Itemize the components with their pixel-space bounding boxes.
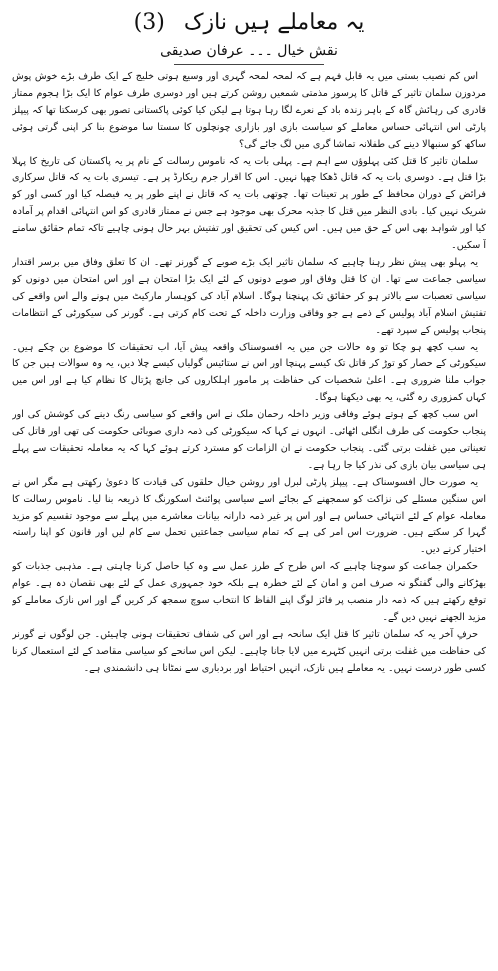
- article-paragraph: حکمران جماعت کو سوچنا چاہیے کہ اس طرح کے طرز عمل سے وہ کیا حاصل کرنا چاہتی ہے۔ مذہبی جذبات کو بھڑکانے والی گفتگو نہ صرف امن و امان کے لئے خطرہ ہے بلکہ خود جمہوری عمل کے لئے بھی نقصان دہ ہے۔ عوام توقع رکھتے ہیں کہ ذمہ دار منصب پر فائز لوگ اپنے الفاظ کا انتخاب سوچ سمجھ کر کریں گے اور اس نازک معاملے کو مزید الجھنے نہیں دیں گے۔: [12, 561, 486, 623]
- article-paragraph: یہ پہلو بھی پیش نظر رہنا چاہیے کہ سلمان تاثیر ایک بڑے صوبے کے گورنر تھے۔ ان کا تعلق وفاق میں برسر اقتدار سیاسی جماعت سے تھا۔ ان کا قتل وفاق اور صوبے دونوں کے لئے ایک بڑا امتحان ہے اور اس امتحان میں دونوں کو سیاسی تعصبات سے بالاتر ہو کر حقائق تک پہنچنا ہوگا۔ اسلام آباد کی کوہسار مارکیٹ میں ہونے والے اس واقعے کی تفتیش اسلام آباد پولیس کے ذمے ہے جو وفاقی وزارت داخلہ کے تحت کام کرتی ہے۔ گورنر کی سیکورٹی کے انتظامات پنجاب پولیس کے سپرد تھے۔: [12, 256, 486, 336]
- article-body: [12, 69, 486, 959]
- column-name: نقش خیال: [277, 43, 338, 59]
- article-paragraph: اس کم نصیب بستی میں یہ قابل فہم ہے کہ لمحہ لمحہ گہری اور وسیع ہوتی خلیج کے ایک طرف بڑے خوش پوش مردوزن سلمان تاثیر کے قاتل کا پرسوز مذمتی شمعیں روشن کرتے ہیں اور دوسری طرف عوام کا ایک بڑا ہجوم ممتاز قادری کی رہائش گاہ کے باہر زندہ باد کے نعرے لگا رہا ہوتا ہے لیکن کیا کوئی پاکستانی تصور بھی کرسکتا تھا کہ پیپلز پارٹی اس انتہائی حساس معاملے کو سیاست بازی اور بازاری چونچلوں کا سستا سا موضوع بنا کر اپنی گرتی ہوئی ساکھ کو سنبھالا دینے کی طفلانہ تماشا گری میں لگ جائے گی؟: [12, 71, 486, 150]
- article-paragraph: اس سب کچھ کے ہوتے ہوئے وفاقی وزیر داخلہ رحمان ملک نے اس واقعے کو سیاسی رنگ دینے کی کوشش کی اور پنجاب حکومت کی طرف انگلی اٹھائی۔ انہوں نے کہا کہ سیکورٹی کی ذمہ داری صوبائی حکومت کی تھی اور قاتل کی تعیناتی میں غفلت برتی گئی۔ پنجاب حکومت نے ان الزامات کو مسترد کرتے ہوئے کہا کہ یہ معاملہ تحقیقات سے پہلے ہی سیاسی بیان بازی کی نذر کیا جا رہا ہے۔: [12, 409, 486, 471]
- article-paragraph: سلمان تاثیر کا قتل کئی پہلوؤں سے اہم ہے۔ پہلی بات یہ کہ ناموس رسالت کے نام پر یہ پاکستان کی تاریخ کا پہلا بڑا قتل ہے۔ دوسری بات یہ کہ قاتل ڈھکا چھپا نہیں۔ اس کا اقرار جرم ریکارڈ پر ہے۔ تیسری بات یہ کہ قاتل سرکاری فرائض کے دوران محافظ کے طور پر تعینات تھا۔ چوتھی بات یہ کہ قاتل نے اپنے طور پر یہ فیصلہ کیا اور کسی اور کو شریک نہیں کیا۔ بادی النظر میں قتل کا جذبہ محرک بھی موجود ہے جس نے ممتاز قادری کو اس انتہائی اقدام پر آمادہ کیا اور شواہد بھی اس کے حق میں ہیں۔ اس کیس کی تحقیق اور تفتیش بہر حال ہونی چاہیے تاکہ تمام حقائق سامنے آ سکیں۔: [12, 155, 486, 252]
- byline-divider: [174, 64, 324, 65]
- column-title-text: یہ معاملے ہیں نازک: [183, 10, 365, 35]
- article-paragraph: حرفِ آخر یہ کہ سلمان تاثیر کا قتل ایک سانحہ ہے اور اس کی شفاف تحقیقات ہونی چاہیئں۔ جن لوگوں نے گورنر کی حفاظت میں غفلت برتی انہیں کٹہرے میں لایا جانا چاہیے۔ لیکن اس سانحے کو سیاسی مقاصد کے لئے استعمال کرنا کسی طور درست نہیں۔ یہ معاملے ہیں نازک، انہیں احتیاط اور بردباری سے نمٹانا ہی دانشمندی ہے۔: [12, 628, 486, 674]
- article-paragraph: یہ سب کچھ ہو چکا تو وہ حالات جن میں یہ افسوسناک واقعہ پیش آیا، اب تحقیقات کا موضوع بن چکے ہیں۔ سیکورٹی کے حصار کو توڑ کر قاتل تک کیسے پہنچا اور اس نے ستائیس گولیاں کیسے چلا دیں، یہ وہ سوالات ہیں جن کا جواب ملنا ضروری ہے۔ اعلیٰ شخصیات کی حفاظت پر مامور اہلکاروں کی جانچ پڑتال کا نظام کیا ہے اور اس میں کہاں کمزوری رہ گئی، یہ بھی دیکھنا ہوگا۔: [12, 341, 486, 404]
- column-part-number: (3): [133, 10, 165, 35]
- author-name: عرفان صدیقی: [160, 43, 244, 59]
- byline-separator: ۔۔۔: [243, 43, 273, 59]
- column-title: [12, 6, 486, 40]
- article-paragraph: یہ صورت حال افسوسناک ہے۔ پیپلز پارٹی لبرل اور روشن خیال حلقوں کی قیادت کا دعویٰ رکھتی ہے مگر اس نے اس سنگین مسئلے کی نزاکت کو سمجھنے کے بجائے اسے سیاسی پوائنٹ اسکورنگ کا ذریعہ بنا لیا۔ ناموس رسالت کا معاملہ عوام کے لئے انتہائی حساس ہے اور اس پر غیر ذمہ دارانہ بیانات معاشرے میں پہلے سے موجود تقسیم کو مزید گہرا کر سکتے ہیں۔ ضرورت اس امر کی ہے کہ تمام سیاسی جماعتیں تحمل سے کام لیں اور قانون کو اپنا راستہ اختیار کرنے دیں۔: [12, 476, 486, 556]
- column-byline: [12, 40, 486, 64]
